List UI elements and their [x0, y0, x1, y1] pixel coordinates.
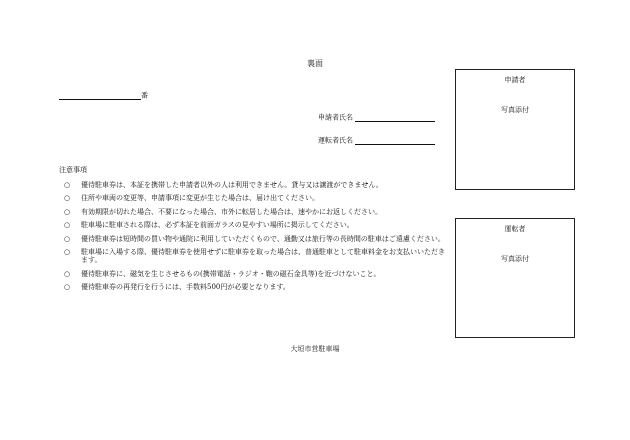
note-item: [64, 221, 448, 229]
issuer-footer: 大垣市営駐車場: [290, 345, 340, 353]
note-item: [64, 194, 448, 202]
note-item: [64, 208, 448, 216]
bullet-icon: ○: [64, 181, 71, 189]
driver-name-blank-line: [355, 136, 435, 145]
applicant-name-field: [318, 113, 435, 122]
applicant-photo-box: [455, 69, 575, 190]
note-text: 優待駐車券は短時間の買い物や通院に利用していただくもので、通勤又は旅行等の長時間の駐車はご遠慮ください。: [81, 234, 445, 243]
notes-title: 注意事項: [59, 166, 87, 174]
note-text: 駐車場に駐車される際は、必ず本証を前面ガラスの見やすい場所に掲示してください。: [81, 221, 354, 230]
note-text: 優待駐車券は、本証を携帯した申請者以外の人は利用できません。貸与又は譲渡ができません。: [81, 181, 383, 189]
note-text: 駐車場に入場する際、優待駐車券を使用せずに駐車券を取った場合は、普通駐車として駐車料金をお支払いいただきます。: [81, 247, 445, 265]
driver-photo-instruction: 写真添付: [501, 255, 529, 264]
driver-name-label: 運転者氏名: [318, 136, 353, 145]
bullet-icon: ○: [64, 283, 71, 292]
note-item: [64, 248, 448, 265]
applicant-name-label: 申請者氏名: [318, 113, 353, 122]
applicant-name-blank-line: [355, 113, 435, 122]
note-item: [64, 235, 448, 243]
driver-photo-label: 運転者: [504, 225, 526, 233]
bullet-icon: ○: [64, 247, 71, 256]
number-blank-line: [59, 91, 141, 100]
driver-photo-box: [455, 218, 575, 338]
driver-name-field: [318, 136, 435, 145]
note-item: [64, 283, 448, 291]
note-text: 優待駐車券に、磁気を生じさせるもの(携帯電話・ラジオ・鞄の磁石金具等)を近づけないこと。: [81, 269, 381, 278]
number-suffix: 番: [141, 91, 148, 100]
number-field: [59, 91, 148, 100]
page-title: 裏面: [307, 59, 323, 68]
bullet-icon: ○: [64, 194, 71, 203]
bullet-icon: ○: [64, 207, 71, 216]
bullet-icon: ○: [64, 269, 71, 278]
note-item: [64, 181, 448, 189]
note-text: 住所や車両の変更等、申請事項に変更が生じた場合は、届け出てください。: [81, 194, 319, 203]
note-text: 有効期限が切れた場合、不要になった場合、市外に転居した場合は、速やかにお返しください。: [81, 207, 382, 216]
bullet-icon: ○: [64, 234, 71, 243]
note-item: [64, 270, 448, 278]
applicant-photo-label: 申請者: [504, 76, 526, 84]
bullet-icon: ○: [64, 221, 71, 230]
note-text: 優待駐車券の再発行を行うには、手数料500円が必要となります。: [81, 283, 290, 292]
applicant-photo-instruction: 写真添付: [501, 106, 529, 115]
notes-list: [64, 181, 448, 297]
